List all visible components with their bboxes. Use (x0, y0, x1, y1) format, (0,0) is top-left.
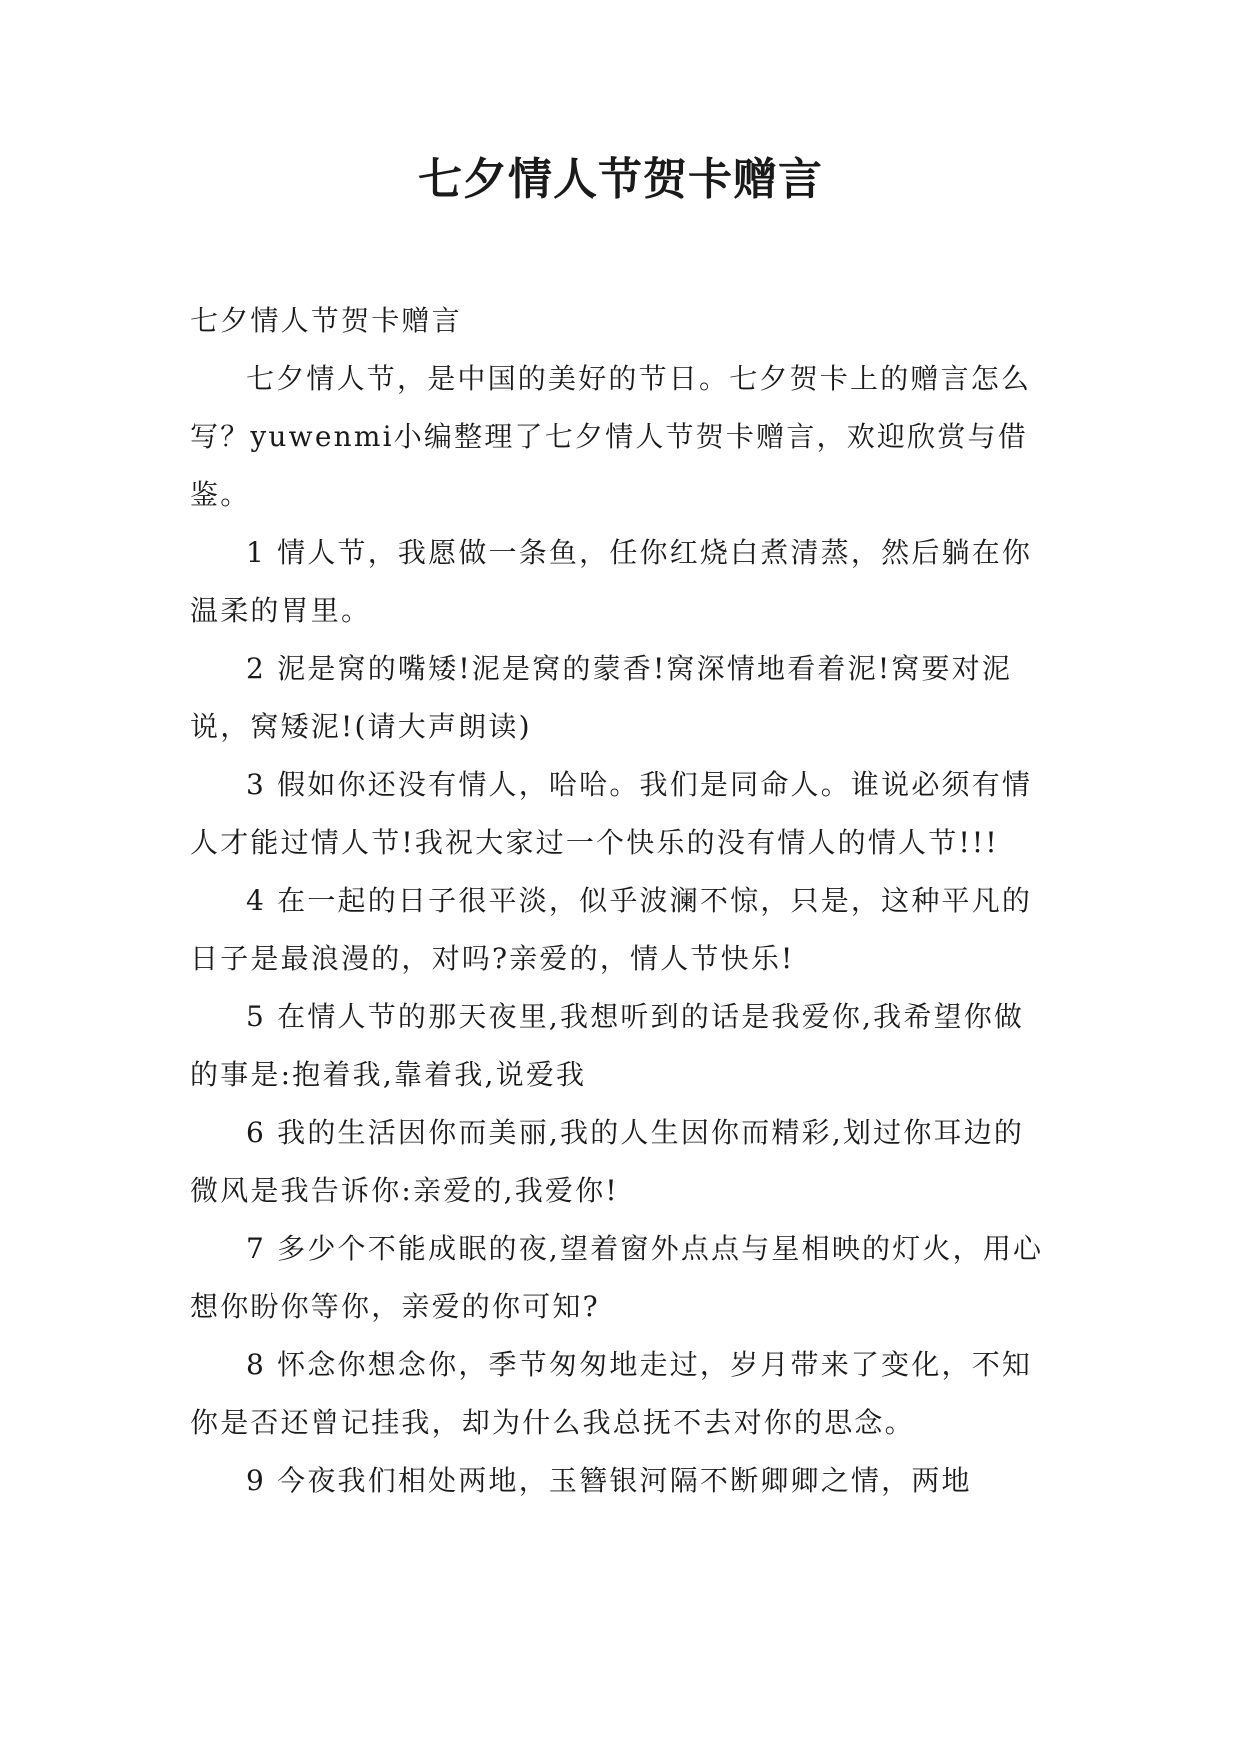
message-paragraph-2: 2 泥是窝的嘴矮!泥是窝的蒙香!窝深情地看着泥!窝要对泥说，窝矮泥!(请大声朗读) (190, 652, 1013, 743)
document-body (190, 292, 1050, 1510)
message-paragraph-9: 9 今夜我们相处两地，玉簪银河隔不断卿卿之情，两地 (246, 1464, 972, 1497)
message-paragraph-5: 5 在情人节的那天夜里,我想听到的话是我爱你,我希望你做的事是:抱着我,靠着我,说爱我 (190, 1000, 1025, 1091)
message-paragraph-3: 3 假如你还没有情人，哈哈。我们是同命人。谁说必须有情人才能过情人节!我祝大家过一个快乐的没有情人的情人节!!! (190, 768, 1033, 859)
message-paragraph-7: 7 多少个不能成眠的夜,望着窗外点点与星相映的灯火，用心想你盼你等你，亲爱的你可知? (190, 1232, 1044, 1323)
document-subtitle: 七夕情人节贺卡赠言 (190, 304, 462, 337)
intro-paragraph: 七夕情人节，是中国的美好的节日。七夕贺卡上的赠言怎么写？yuwenmi小编整理了七夕情人节贺卡赠言，欢迎欣赏与借鉴。 (190, 362, 1032, 511)
message-paragraph-1: 1 情人节，我愿做一条鱼，任你红烧白煮清蒸，然后躺在你温柔的胃里。 (190, 536, 1033, 627)
document-title: 七夕情人节贺卡赠言 (418, 154, 823, 205)
message-paragraph-6: 6 我的生活因你而美丽,我的人生因你而精彩,划过你耳边的微风是我告诉你:亲爱的,我爱你! (190, 1116, 1025, 1207)
message-paragraph-4: 4 在一起的日子很平淡，似乎波澜不惊，只是，这种平凡的日子是最浪漫的，对吗?亲爱的，情人节快乐! (190, 884, 1033, 975)
message-paragraph-8: 8 怀念你想念你，季节匆匆地走过，岁月带来了变化，不知你是否还曾记挂我，却为什么我总抚不去对你的思念。 (190, 1348, 1033, 1439)
